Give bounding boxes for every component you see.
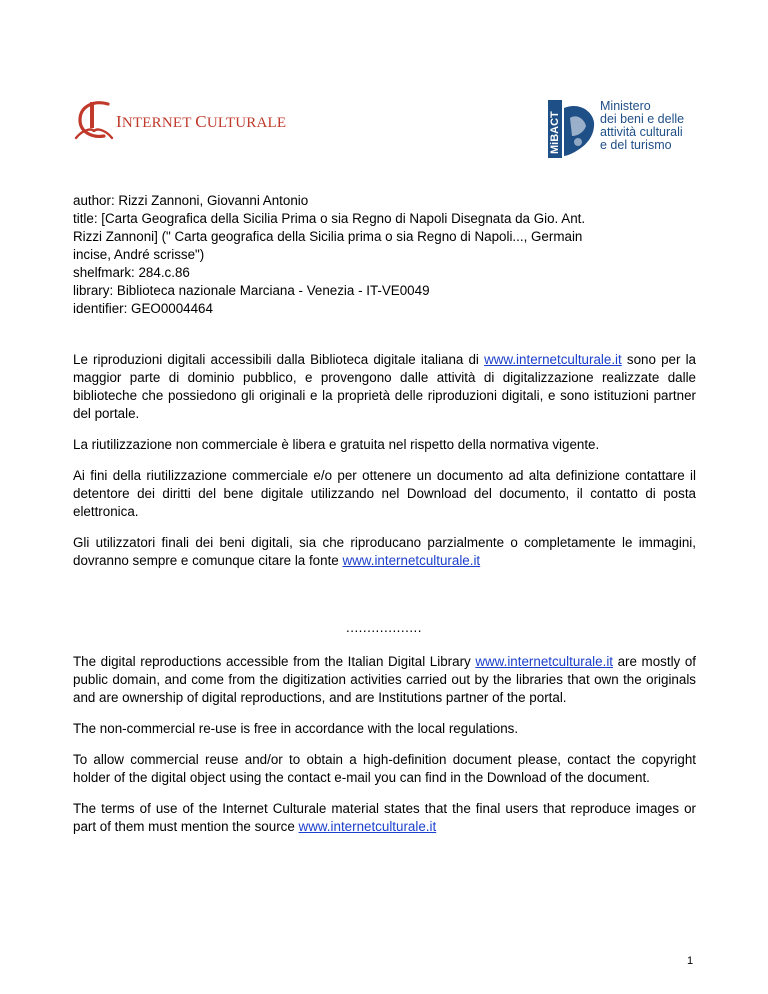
italian-paragraph-3: Ai fini della riutilizzazione commerciale e/o per ottenere un documento ad alta definizione contattare il detentore dei diritti del bene digitale utilizzando nel Download del documento, il contatto di posta elettronica. [73,468,696,519]
mibact-line: attività culturali [600,125,683,139]
italian-paragraph-1: Le riproduzioni digitali accessibili dalla Biblioteca digitale italiana di www.internetculturale.it sono per la maggior parte di dominio pubblico, e provengono dalle attività di digitalizzazione realizzate dalle biblioteche che possiedono gli originali e la proprietà delle riproduzioni digitali, e sono istituzioni partner del portale. [73,352,696,421]
page-number: 1 [687,955,694,967]
english-paragraph-4: The terms of use of the Internet Culturale material states that the final users that reproduce images or part of them must mention the source www.internetculturale.it [73,801,696,834]
ic-monogram-icon [72,98,116,142]
identifier-line: identifier: GEO0004464 [73,301,213,316]
internetculturale-link[interactable]: www.internetculturale.it [298,819,437,834]
italian-paragraph-4: Gli utilizzatori finali dei beni digitali, sia che riproducano parzialmente o completamente le immagini, dovranno sempre e comunque citare la fonte www.internetculturale.it [73,535,696,568]
italian-paragraph-2: La riutilizzazione non commerciale è libera e gratuita nel rispetto della normativa vigente. [73,437,600,452]
title-line: Rizzi Zannoni] (" Carta geografica della Sicilia prima o sia Regno di Napoli..., Germain [73,229,583,244]
internetculturale-link[interactable]: www.internetculturale.it [484,352,622,367]
english-paragraph-1: The digital reproductions accessible from the Italian Digital Library www.internetculturale.it are mostly of public domain, and come from the digitization activities carried out by the libraries that own the originals and are ownership of digital reproductions, and are Institutions partner of the portal. [73,654,697,705]
italian-notice [73,351,696,583]
mibact-line: dei beni e delle [600,112,685,126]
library-line: library: Biblioteca nazionale Marciana - Venezia - IT-VE0049 [73,283,430,298]
separator: .................. [346,620,422,635]
metadata-block [73,192,703,318]
svg-text:MiBACT: MiBACT [549,111,561,154]
author-line: author: Rizzi Zannoni, Giovanni Antonio [73,193,309,208]
mibact-line: e del turismo [600,138,672,152]
english-notice [73,653,696,849]
internet-culturale-logo [72,98,287,142]
english-paragraph-3: To allow commercial reuse and/or to obtain a high-definition document please, contact the copyright holder of the digital object using the contact e-mail you can find in the Download of the document. [73,752,696,785]
mibact-line: Ministero [600,99,651,113]
title-line: incise, André scrisse") [73,247,205,262]
title-line: title: [Carta Geografica della Sicilia Prima o sia Regno di Napoli Disegnata da Gio. Ant. [73,211,586,226]
internetculturale-link[interactable]: www.internetculturale.it [342,553,481,568]
mibact-text [600,100,684,152]
mibact-emblem-icon [548,100,596,158]
shelfmark-line: shelfmark: 284.c.86 [73,265,190,280]
english-paragraph-2: The non-commercial re-use is free in accordance with the local regulations. [73,721,519,736]
internetculturale-link[interactable]: www.internetculturale.it [475,654,614,669]
ic-logo-text: INTERNET CULTURALE [116,112,287,131]
mibact-logo [548,100,698,158]
